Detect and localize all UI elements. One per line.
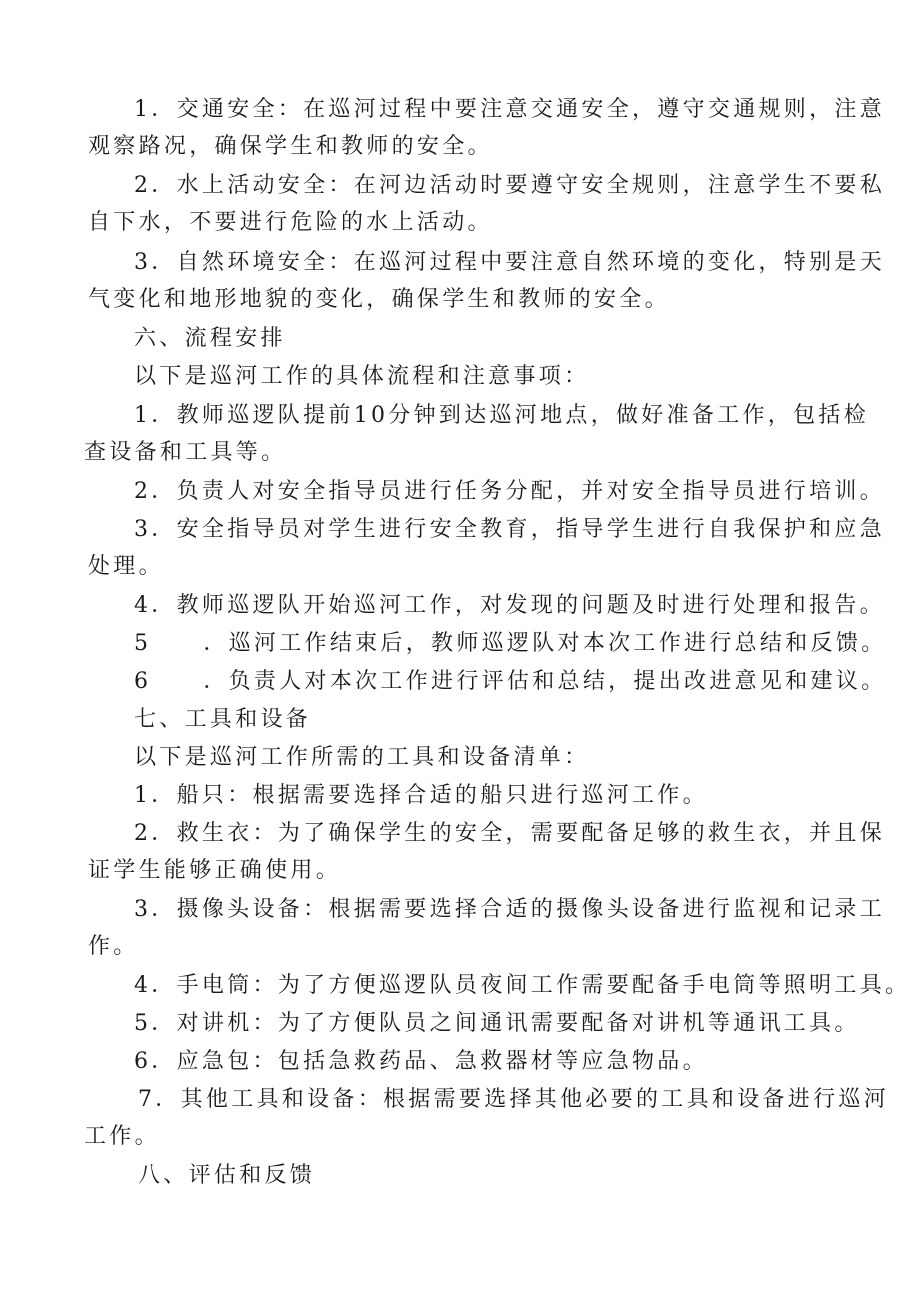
- paragraph-line: 气变化和地形地貌的变化，确保学生和教师的安全。: [88, 287, 670, 312]
- paragraph-traffic-safety: [0, 91, 920, 165]
- paragraph-water-safety: [0, 167, 920, 241]
- list-number: 5: [134, 631, 152, 656]
- list-text: ．负责人对本次工作进行评估和总结，提出改进意见和建议。: [203, 669, 887, 694]
- paragraph-step-2: [0, 473, 920, 510]
- paragraph-tool-camera: [0, 891, 920, 965]
- paragraph-line: 6．应急包：包括急救药品、急救器材等应急物品。: [134, 1049, 708, 1074]
- paragraph-line: 查设备和工具等。: [84, 440, 287, 465]
- section-heading-evaluation: [0, 1157, 920, 1194]
- paragraph-process-intro: [0, 358, 920, 395]
- paragraph-line: 3．自然环境安全：在巡河过程中要注意自然环境的变化，特别是天: [134, 250, 885, 275]
- paragraph-line: 以下是巡河工作所需的工具和设备清单：: [134, 745, 590, 770]
- paragraph-step-3: [0, 511, 920, 585]
- paragraph-line: 观察路况，确保学生和教师的安全。: [88, 134, 493, 159]
- paragraph-line: 1．教师巡逻队提前10分钟到达巡河地点，做好准备工作，包括检: [134, 403, 869, 428]
- section-heading-tools: [0, 701, 920, 738]
- paragraph-tool-lifejacket: [0, 815, 920, 889]
- paragraph-line: 7．其他工具和设备：根据需要选择其他必要的工具和设备进行巡河: [138, 1087, 889, 1112]
- paragraph-line: 1．船只：根据需要选择合适的船只进行巡河工作。: [134, 783, 708, 808]
- paragraph-line: 3．安全指导员对学生进行安全教育，指导学生进行自我保护和应急: [134, 517, 885, 542]
- paragraph-line: 自下水，不要进行危险的水上活动。: [88, 210, 493, 235]
- paragraph-line: 4．手电筒：为了方便巡逻队员夜间工作需要配备手电筒等照明工具。: [134, 973, 911, 998]
- paragraph-tool-emergency-kit: [0, 1043, 920, 1080]
- paragraph-tool-other: [0, 1081, 920, 1155]
- paragraph-step-5: [0, 625, 920, 662]
- paragraph-line: 2．救生衣：为了确保学生的安全，需要配备足够的救生衣，并且保: [134, 821, 885, 846]
- heading-text: 六、流程安排: [134, 326, 286, 351]
- paragraph-step-4: [0, 587, 920, 624]
- paragraph-line: 2．负责人对安全指导员进行任务分配，并对安全指导员进行培训。: [134, 479, 885, 504]
- paragraph-line: [0, 663, 920, 700]
- list-text: ．巡河工作结束后，教师巡逻队对本次工作进行总结和反馈。: [203, 631, 887, 656]
- paragraph-line: 证学生能够正确使用。: [88, 858, 342, 883]
- paragraph-line: 4．教师巡逻队开始巡河工作，对发现的问题及时进行处理和报告。: [134, 593, 885, 618]
- heading-text: 七、工具和设备: [134, 707, 312, 732]
- paragraph-line: 处理。: [88, 554, 164, 579]
- list-number: 6: [134, 669, 152, 694]
- paragraph-step-1: [0, 397, 920, 471]
- paragraph-line: 作。: [88, 934, 139, 959]
- paragraph-tool-walkie-talkie: [0, 1005, 920, 1042]
- paragraph-line: 1．交通安全：在巡河过程中要注意交通安全，遵守交通规则，注意: [134, 97, 885, 122]
- paragraph-environment-safety: [0, 244, 920, 318]
- paragraph-tool-boat: [0, 777, 920, 814]
- paragraph-tool-flashlight: [0, 967, 920, 1004]
- paragraph-step-6: [0, 663, 920, 700]
- paragraph-line: 5．对讲机：为了方便队员之间通讯需要配备对讲机等通讯工具。: [134, 1011, 860, 1036]
- paragraph-line: 3．摄像头设备：根据需要选择合适的摄像头设备进行监视和记录工: [134, 897, 885, 922]
- paragraph-tools-intro: [0, 739, 920, 776]
- paragraph-line: 工作。: [84, 1124, 160, 1149]
- heading-text: 八、评估和反馈: [138, 1163, 316, 1188]
- paragraph-line: 2．水上活动安全：在河边活动时要遵守安全规则，注意学生不要私: [134, 173, 885, 198]
- section-heading-process: [0, 320, 920, 357]
- paragraph-line: 以下是巡河工作的具体流程和注意事项：: [134, 364, 590, 389]
- paragraph-line: [0, 625, 920, 662]
